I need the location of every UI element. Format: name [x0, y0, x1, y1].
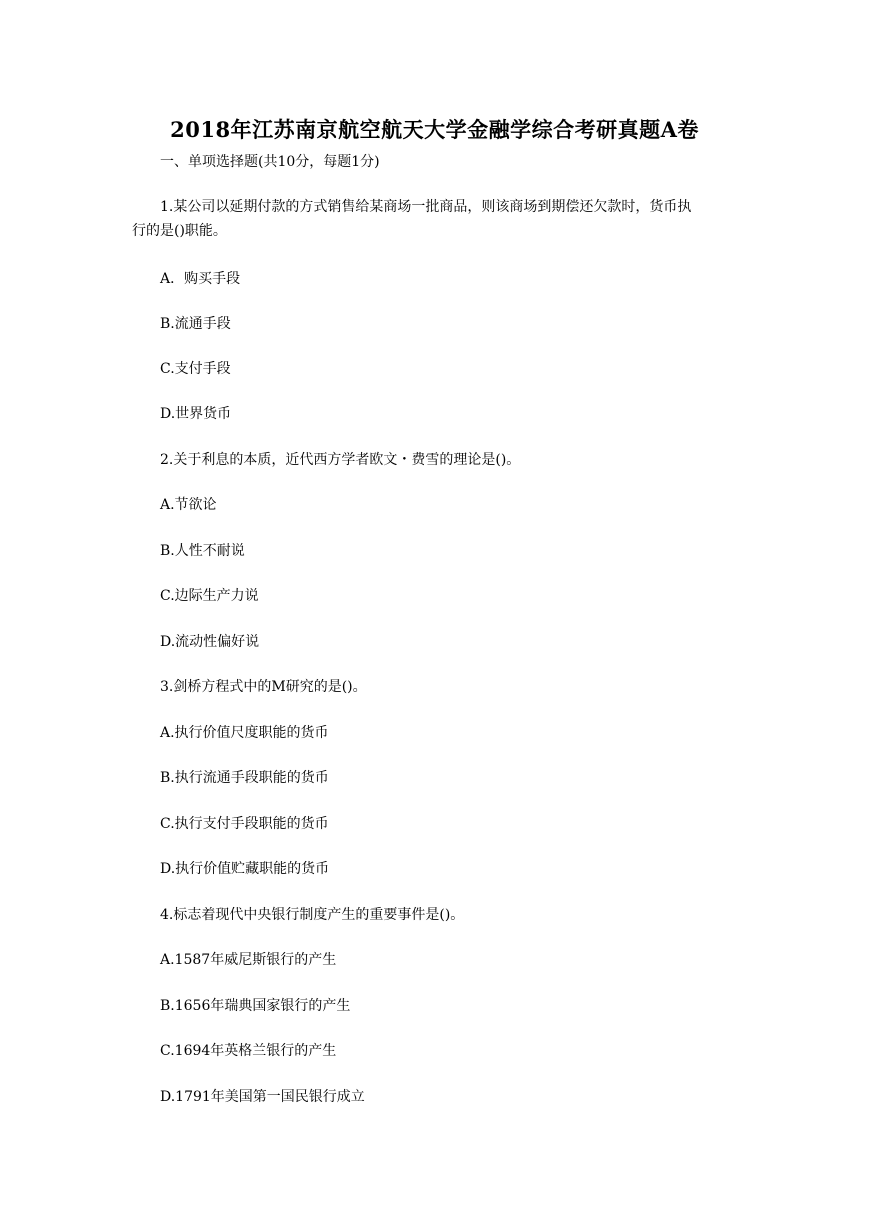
question-4-option-c: C.1694年英格兰银行的产生	[160, 1043, 337, 1059]
question-4-option-a: A.1587年威尼斯银行的产生	[160, 952, 337, 968]
question-3-option-a: A.执行价值尺度职能的货币	[160, 725, 329, 741]
question-3-option-c: C.执行支付手段职能的货币	[160, 816, 329, 832]
question-2-option-a: A.节欲论	[160, 497, 217, 513]
question-4-option-d: D.1791年美国第一国民银行成立	[160, 1089, 365, 1105]
question-stem-line: 1.某公司以延期付款的方式销售给某商场一批商品，则该商场到期偿还欠款时，货币执	[160, 199, 692, 215]
question-4-stem: 4.标志着现代中央银行制度产生的重要事件是()。	[160, 907, 465, 923]
question-2-option-b: B.人性不耐说	[160, 543, 245, 559]
page-title: 2018年江苏南京航空航天大学金融学综合考研真题A卷	[170, 117, 699, 142]
question-1-option-a: A．购买手段	[160, 271, 241, 287]
question-2-option-c: C.边际生产力说	[160, 588, 259, 604]
question-3-option-d: D.执行价值贮藏职能的货币	[160, 861, 330, 877]
question-3-stem: 3.剑桥方程式中的M研究的是()。	[160, 679, 367, 695]
question-1-option-d: D.世界货币	[160, 406, 232, 422]
question-stem-line: 行的是()职能。	[132, 223, 227, 239]
question-2-option-d: D.流动性偏好说	[160, 634, 260, 650]
section-heading: 一、单项选择题(共10分，每题1分)	[160, 154, 380, 170]
question-4-option-b: B.1656年瑞典国家银行的产生	[160, 998, 351, 1014]
question-1-option-c: C.支付手段	[160, 361, 231, 377]
question-1-option-b: B.流通手段	[160, 316, 231, 332]
question-2-stem: 2.关于利息的本质，近代西方学者欧文・费雪的理论是()。	[160, 452, 521, 468]
question-3-option-b: B.执行流通手段职能的货币	[160, 770, 329, 786]
